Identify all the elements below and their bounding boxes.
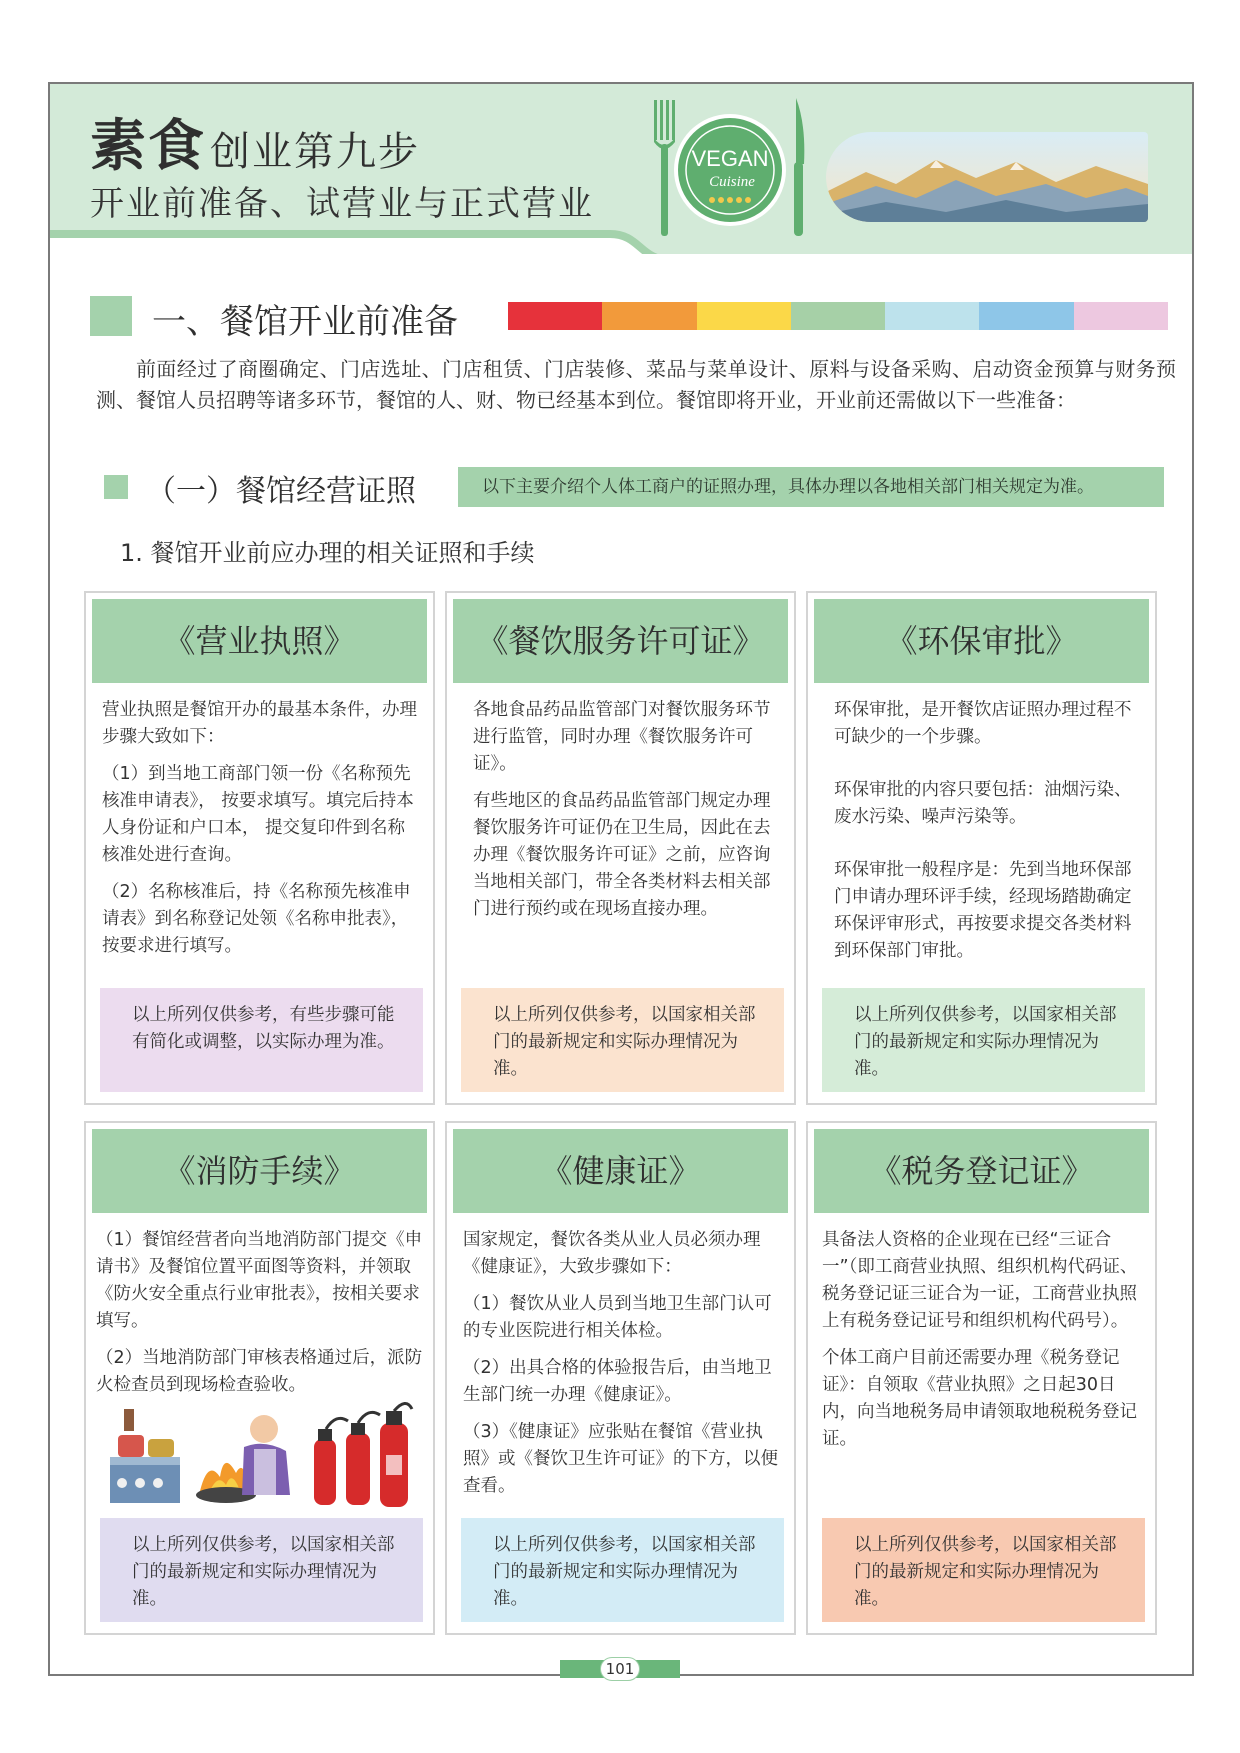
- subsection-marker: [104, 475, 128, 499]
- card-title: 《消防手续》: [92, 1129, 427, 1213]
- section-intro-paragraph: 前面经过了商圈确定、门店选址、门店租赁、门店装修、菜品与菜单设计、原料与设备采购、启动资金预算与财务预测、餐馆人员招聘等诸多环节，餐馆的人、财、物已经基本到位。餐馆即将开业，开业前还需做以下一些准备：: [96, 357, 1176, 412]
- card-paragraph: （2）出具合格的体验报告后，由当地卫生部门统一办理《健康证》。: [463, 1358, 772, 1405]
- card-title: 《健康证》: [453, 1129, 788, 1213]
- card-body: [463, 1227, 788, 1510]
- subsection-title: （一）餐馆经营证照: [146, 474, 416, 509]
- card-catering-permit: [445, 591, 796, 1105]
- card-body: [834, 697, 1143, 975]
- card-fire-safety: [84, 1121, 435, 1635]
- card-body: [102, 697, 421, 970]
- knife-icon: [794, 98, 804, 236]
- vegan-cuisine-logo: [650, 94, 820, 244]
- card-note: 以上所列仅供参考，有些步骤可能有简化或调整，以实际办理为准。: [100, 988, 423, 1092]
- color-bar-segment: [697, 302, 791, 330]
- card-note: 以上所列仅供参考，以国家相关部门的最新规定和实际办理情况为准。: [100, 1518, 423, 1622]
- color-bar-segment: [508, 302, 602, 330]
- card-title: 《环保审批》: [814, 599, 1149, 683]
- chapter-title: [90, 102, 420, 182]
- fork-icon: [654, 100, 675, 236]
- card-title: 《税务登记证》: [814, 1129, 1149, 1213]
- color-bar-segment: [885, 302, 979, 330]
- card-business-license: [84, 591, 435, 1105]
- card-paragraph: 环保审批，是开餐饮店证照办理过程不可缺少的一个步骤。: [834, 700, 1132, 747]
- card-health-certificate: [445, 1121, 796, 1635]
- card-paragraph: （2）当地消防部门审核表格通过后，派防火检查员到现场检查验收。: [96, 1348, 423, 1395]
- card-paragraph: 国家规定，餐饮各类从业人员必须办理《健康证》，大致步骤如下：: [463, 1230, 761, 1277]
- card-note: 以上所列仅供参考，以国家相关部门的最新规定和实际办理情况为准。: [461, 1518, 784, 1622]
- fire-extinguisher-icon: [314, 1403, 412, 1507]
- color-bar-segment: [791, 302, 885, 330]
- card-paragraph: （3）《健康证》应张贴在餐馆《营业执照》或《餐饮卫生许可证》的下方，以便查看。: [463, 1422, 778, 1496]
- card-paragraph: （1）餐饮从业人员到当地卫生部门认可的专业医院进行相关体检。: [463, 1294, 772, 1341]
- card-paragraph: （2）名称核准后，持《名称预先核准申请表》到名称登记处领《名称申批表》，按要求进行填写。: [102, 882, 411, 956]
- mountain-landscape-image: [826, 132, 1148, 222]
- color-bar-segment: [602, 302, 696, 330]
- svg-text:VEGAN: VEGAN: [691, 146, 769, 171]
- item-heading: 1. 餐馆开业前应办理的相关证照和手续: [120, 539, 535, 567]
- card-body: [822, 1227, 1147, 1463]
- card-tax-registration: [806, 1121, 1157, 1635]
- card-paragraph: （1）到当地工商部门领一份《名称预先核准申请表》， 按要求填写。填完后持本人身份证和户口本， 提交复印件到名称核准处进行查询。: [102, 764, 414, 865]
- chapter-title-small: 创业第九步: [210, 129, 420, 175]
- stove-icon: [110, 1409, 180, 1503]
- chapter-title-big: 素食: [90, 114, 206, 179]
- card-environmental-approval: [806, 591, 1157, 1105]
- kitchen-fire-illustration: [104, 1399, 414, 1511]
- card-note: 以上所列仅供参考，以国家相关部门的最新规定和实际办理情况为准。: [461, 988, 784, 1092]
- card-note: 以上所列仅供参考，以国家相关部门的最新规定和实际办理情况为准。: [822, 1518, 1145, 1622]
- card-paragraph: 营业执照是餐馆开办的最基本条件，办理步骤大致如下：: [102, 700, 417, 747]
- page-number-badge: [560, 1657, 680, 1681]
- svg-text:Cuisine: Cuisine: [709, 174, 755, 190]
- card-paragraph: 有些地区的食品药品监管部门规定办理餐饮服务许可证仍在卫生局，因此在去办理《餐饮服务许可证》之前，应咨询当地相关部门，带全各类材料去相关部门进行预约或在现场直接办理。: [473, 791, 771, 919]
- card-body: [473, 697, 782, 933]
- card-paragraph: 具备法人资格的企业现在已经“三证合一”（即工商营业执照、组织机构代码证、税务登记证三证合为一证，工商营业执照上有税务登记证号和组织机构代码号）。: [822, 1230, 1138, 1331]
- card-title: 《营业执照》: [92, 599, 427, 683]
- section-marker: [90, 296, 132, 336]
- card-paragraph: （1）餐馆经营者向当地消防部门提交《申请书》及餐馆位置平面图等资料，并领取《防火安全重点行业审批表》，按相关要求填写。: [96, 1230, 423, 1331]
- section-title: 一、餐馆开业前准备: [152, 302, 458, 342]
- card-paragraph: 各地食品药品监管部门对餐饮服务环节进行监管，同时办理《餐饮服务许可证》。: [473, 700, 771, 774]
- card-paragraph: 环保审批的内容只要包括：油烟污染、废水污染、噪声污染等。: [834, 780, 1132, 827]
- card-note: 以上所列仅供参考，以国家相关部门的最新规定和实际办理情况为准。: [822, 988, 1145, 1092]
- chapter-subtitle: 开业前准备、试营业与正式营业: [90, 184, 594, 224]
- card-body: [96, 1227, 425, 1409]
- color-bar-segment: [1074, 302, 1168, 330]
- card-paragraph: 环保审批一般程序是：先到当地环保部门申请办理环评手续，经现场踏勘确定环保评审形式，再按要求提交各类材料到环保部门审批。: [834, 860, 1132, 961]
- subsection-note-banner: 以下主要介绍个人体工商户的证照办理，具体办理以各地相关部门相关规定为准。: [458, 467, 1164, 507]
- card-paragraph: 个体工商户目前还需要办理《税务登记证》：自领取《营业执照》之日起30日内，向当地税务局申请领取地税税务登记证。: [822, 1348, 1137, 1449]
- card-title: 《餐饮服务许可证》: [453, 599, 788, 683]
- page-number: 101: [600, 1657, 640, 1681]
- page-header: [50, 84, 1192, 254]
- cook-fire-icon: [196, 1415, 290, 1503]
- rainbow-color-bar: [508, 302, 1168, 330]
- color-bar-segment: [979, 302, 1073, 330]
